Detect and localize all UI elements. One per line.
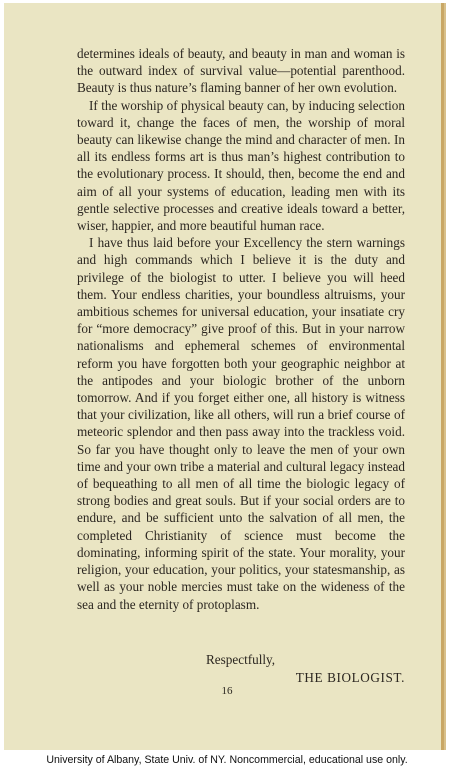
paragraph: If the worship of physical beauty can, by inducing selection toward it, change the faces of men, the worship of moral beauty can likewise change the mind and character of men. In all its endless forms art is thus man’s highest contribution to the evolutionary process. It should, then, become the end and aim of all your systems of education, leading men with its gentle selective processes and creative ideals toward a better, wiser, happier, and more beautiful human race. bbox=[77, 97, 405, 234]
archive-footer: University of Albany, State Univ. of NY. Noncommercial, educational use only. bbox=[46, 754, 408, 766]
paragraph: I have thus laid before your Excellency the stern warnings and high commands which I believe it is the duty and privilege of the biologist to utter. I believe you will heed them. Your endless charities, your boundless altruisms, your ambitious schemes for universal education, your insatiate cry for “more democracy” give proof of this. But in your narrow nationalisms and ephemeral schemes of environmental reform you have forgotten both your geographic neighbor at the antipodes and your biologic brother of the unborn tomorrow. And if you forget either one, all history is witness that your civilization, like all others, will run a brief course of meteoric splendor and then pass away into the trackless void. So far you have thought only to leave the men of your own time and your own tribe a material and cultural legacy instead of bequeathing to all men of all time the biologic legacy of strong bodies and great souls. But if your social orders are to endure, and be sufficient unto the salvation of all men, the completed Christianity of science must become the dominating, informing spirit of the state. Your morality, your religion, your education, your politics, your statesmanship, as well as your noble mercies must take on the wideness of the sea and the eternity of protoplasm. bbox=[77, 235, 405, 612]
book-page bbox=[4, 3, 444, 750]
paragraph: determines ideals of beauty, and beauty in man and woman is the outward index of survival value—potential parenthood. Beauty is thus nature’s flaming banner of her own evolution. bbox=[77, 46, 405, 96]
salutation: Respectfully, bbox=[206, 652, 276, 667]
letter-closing bbox=[77, 651, 405, 686]
page-number: 16 bbox=[221, 685, 233, 697]
body-text bbox=[77, 45, 405, 613]
signature: THE BIOLOGIST. bbox=[295, 670, 405, 686]
